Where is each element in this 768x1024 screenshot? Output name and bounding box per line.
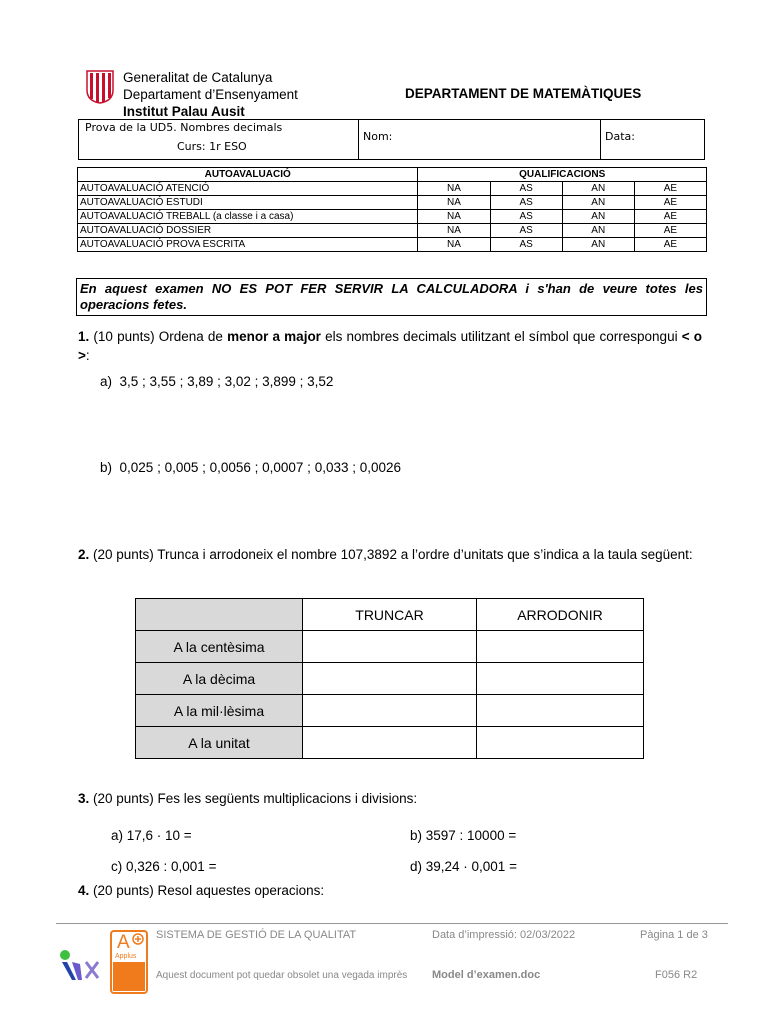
row-label: A la centèsima xyxy=(136,631,303,663)
col-qualificacions: QUALIFICACIONS xyxy=(418,168,707,182)
grade-as[interactable]: AS xyxy=(490,182,562,196)
table-row xyxy=(78,210,707,224)
exam-info-box xyxy=(78,119,705,160)
org-line-1: Generalitat de Catalunya xyxy=(123,70,273,85)
grade-as[interactable]: AS xyxy=(490,196,562,210)
grade-na[interactable]: NA xyxy=(418,210,490,224)
grade-na[interactable]: NA xyxy=(418,182,490,196)
question-text: : xyxy=(85,348,90,363)
name-label: Nom: xyxy=(363,130,393,143)
row-label: A la mil·lèsima xyxy=(136,695,303,727)
question-number: 2. xyxy=(78,547,90,562)
question-text: (20 punts) Resol aquestes operacions: xyxy=(89,883,325,898)
date-label: Data: xyxy=(605,130,635,143)
question-3 xyxy=(78,791,417,806)
question-text: (20 punts) Fes les següents multiplicacions i divisions: xyxy=(89,791,418,806)
item-3d: d) 39,24 · 0,001 = xyxy=(410,859,517,874)
table-row xyxy=(136,727,644,759)
applus-badge xyxy=(110,930,148,994)
name-field[interactable] xyxy=(359,120,601,159)
table-row xyxy=(78,182,707,196)
obsolete-notice: Aquest document pot quedar obsolet una vegada imprès xyxy=(156,970,408,981)
item-3c: c) 0,326 : 0,001 = xyxy=(111,859,217,874)
grade-an[interactable]: AN xyxy=(562,210,634,224)
grade-as[interactable]: AS xyxy=(490,224,562,238)
answer-cell[interactable] xyxy=(477,727,644,759)
grade-an[interactable]: AN xyxy=(562,224,634,238)
col-autoavaluacio: AUTOAVALUACIÓ xyxy=(78,168,418,182)
course-label: Curs: 1r ESO xyxy=(177,140,247,153)
item-label: b) xyxy=(100,460,113,475)
table-row xyxy=(78,224,707,238)
model-filename: Model d’examen.doc xyxy=(432,969,541,981)
question-text: els nombres decimals utilitzant el símbol que correspongui xyxy=(320,329,682,344)
exam-info-cell xyxy=(79,120,359,159)
corner-cell xyxy=(136,599,303,631)
calculator-notice: En aquest examen NO ES POT FER SERVIR LA CALCULADORA i s'han de veure totes les operacions fetes. xyxy=(76,278,707,316)
grade-ae[interactable]: AE xyxy=(634,238,706,252)
question-number: 3. xyxy=(78,791,90,806)
page-number: Pàgina 1 de 3 xyxy=(640,929,708,941)
form-code: F056 R2 xyxy=(655,969,698,981)
grade-as[interactable]: AS xyxy=(490,210,562,224)
table-row xyxy=(136,631,644,663)
table-row xyxy=(78,196,707,210)
table-header-row xyxy=(78,168,707,182)
generalitat-logo xyxy=(86,70,114,104)
rounding-table xyxy=(135,598,644,759)
item-1a xyxy=(100,374,333,389)
department-title: DEPARTAMENT DE MATEMÀTIQUES xyxy=(405,86,642,101)
grade-an[interactable]: AN xyxy=(562,182,634,196)
symbols-text: < o > xyxy=(78,329,703,363)
grade-as[interactable]: AS xyxy=(490,238,562,252)
print-date: Data d’impressió: 02/03/2022 xyxy=(432,929,576,941)
col-arrodonir: ARRODONIR xyxy=(477,599,644,631)
item-label: a) xyxy=(100,374,113,389)
row-label: AUTOAVALUACIÓ DOSSIER xyxy=(78,224,418,238)
row-label: A la dècima xyxy=(136,663,303,695)
question-1 xyxy=(78,327,702,365)
question-2 xyxy=(78,545,702,564)
row-label: AUTOAVALUACIÓ PROVA ESCRITA xyxy=(78,238,418,252)
question-number: 1. xyxy=(78,329,90,344)
grade-an[interactable]: AN xyxy=(562,196,634,210)
question-4 xyxy=(78,883,324,898)
answer-cell[interactable] xyxy=(303,663,477,695)
item-values: 0,025 ; 0,005 ; 0,0056 ; 0,0007 ; 0,033 ; 0,0026 xyxy=(119,460,402,475)
table-header-row xyxy=(136,599,644,631)
table-row xyxy=(136,663,644,695)
applus-grade: A xyxy=(117,932,130,953)
grade-ae[interactable]: AE xyxy=(634,210,706,224)
answer-cell[interactable] xyxy=(477,695,644,727)
answer-cell[interactable] xyxy=(477,663,644,695)
question-text: (10 punts) Ordena de xyxy=(89,329,228,344)
grade-na[interactable]: NA xyxy=(418,238,490,252)
grade-an[interactable]: AN xyxy=(562,238,634,252)
answer-cell[interactable] xyxy=(303,727,477,759)
grade-ae[interactable]: AE xyxy=(634,182,706,196)
question-number: 4. xyxy=(78,883,90,898)
grade-ae[interactable]: AE xyxy=(634,224,706,238)
col-truncar: TRUNCAR xyxy=(303,599,477,631)
row-label: A la unitat xyxy=(136,727,303,759)
institute-name: Institut Palau Ausit xyxy=(123,104,245,119)
item-3b: b) 3597 : 10000 = xyxy=(410,828,517,843)
grade-na[interactable]: NA xyxy=(418,224,490,238)
answer-cell[interactable] xyxy=(303,631,477,663)
item-3a: a) 17,6 · 10 = xyxy=(111,828,192,843)
answer-cell[interactable] xyxy=(303,695,477,727)
table-row xyxy=(78,238,707,252)
row-label: AUTOAVALUACIÓ ATENCIÓ xyxy=(78,182,418,196)
grade-na[interactable]: NA xyxy=(418,196,490,210)
question-text: (20 punts) Trunca i arrodoneix el nombre 107,3892 a l’ordre d’unitats que s’indica a la taula següent: xyxy=(89,547,693,562)
test-title: Prova de la UD5. Nombres decimals xyxy=(85,121,283,134)
emphasis-text: menor a major xyxy=(227,329,321,344)
self-assessment-table xyxy=(77,167,707,252)
applus-text: Applus xyxy=(115,953,137,960)
school-logo xyxy=(56,942,106,982)
grade-ae[interactable]: AE xyxy=(634,196,706,210)
answer-cell[interactable] xyxy=(477,631,644,663)
date-field[interactable] xyxy=(601,120,704,159)
item-values: 3,5 ; 3,55 ; 3,89 ; 3,02 ; 3,899 ; 3,52 xyxy=(119,374,334,389)
org-line-2: Departament d’Ensenyament xyxy=(123,87,298,102)
item-1b xyxy=(100,460,401,475)
footer-divider xyxy=(56,923,728,924)
row-label: AUTOAVALUACIÓ ESTUDI xyxy=(78,196,418,210)
row-label: AUTOAVALUACIÓ TREBALL (a classe i a casa) xyxy=(78,210,418,224)
table-row xyxy=(136,695,644,727)
quality-system-label: SISTEMA DE GESTIÓ DE LA QUALITAT xyxy=(156,929,357,941)
